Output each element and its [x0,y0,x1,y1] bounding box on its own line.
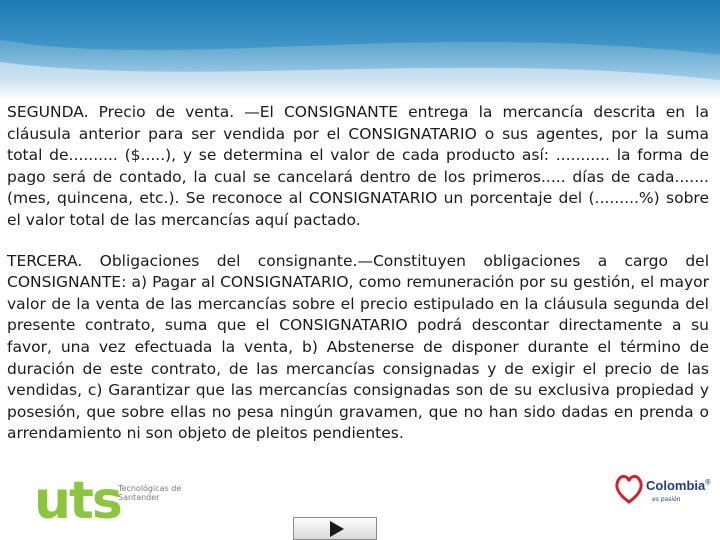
clause-tercera-body: . Obligaciones del consignante.—Constituyen obligaciones a cargo del CONSIGNANTE: a) Pagar al CONSIGNATARIO, como remuneración por su gestión, el mayor valor de la venta de las mercancías sobre el precio estipulado en la cláusula segunda del presente contrato, suma que el CONSIGNATARIO podrá descontar directamente a su favor, una vez efectuada la venta, b) Abstenerse de disponer durante el término de duración de este contrato, de las mercancías consignadas y de exigir el precio de las vendidas, c) Garantizar que las mercancías consignadas son de su exclusiva propiedad y posesión, que sobre ellas no pesa ningún gravamen, que no han sido dadas en prenda o arrendamiento ni son objeto de pleitos pendientes. [7,251,709,443]
clause-segunda [7,102,709,232]
clause-tercera-lead: TERCERA [7,251,78,270]
header-wave-decoration [0,0,720,100]
colombia-heart-icon [614,472,644,506]
uts-logo-subtitle: Tecnológicas de Santander [118,484,182,502]
header-band [0,0,720,100]
uts-logo [34,470,184,536]
clause-segunda-body: . Precio de venta. —El CONSIGNANTE entrega la mercancía descrita en la cláusula anterior para ser vendida por el CONSIGNATARIO o sus agentes, por la suma total de.......... ($.....), y se determina el valor de cada producto así: ........... la forma de pago será de contado, la cual se cancelará dentro de los primeros..... días de cada....... (mes, quincena, etc.). Se reconoce al CONSIGNATARIO un porcentaje del (.........%) sobre el valor total de las mercancías aquí pactado. [7,103,709,229]
slide-body [7,102,709,445]
uts-logo-letters: uts [34,471,121,531]
colombia-logo [612,468,712,528]
colombia-logo-word: Colombia® [646,478,711,493]
colombia-logo-tagline: es pasión [652,496,681,503]
clause-segunda-lead: SEGUNDA [7,103,84,121]
clause-tercera [7,251,709,445]
play-button[interactable] [293,517,377,540]
play-icon [330,521,344,537]
